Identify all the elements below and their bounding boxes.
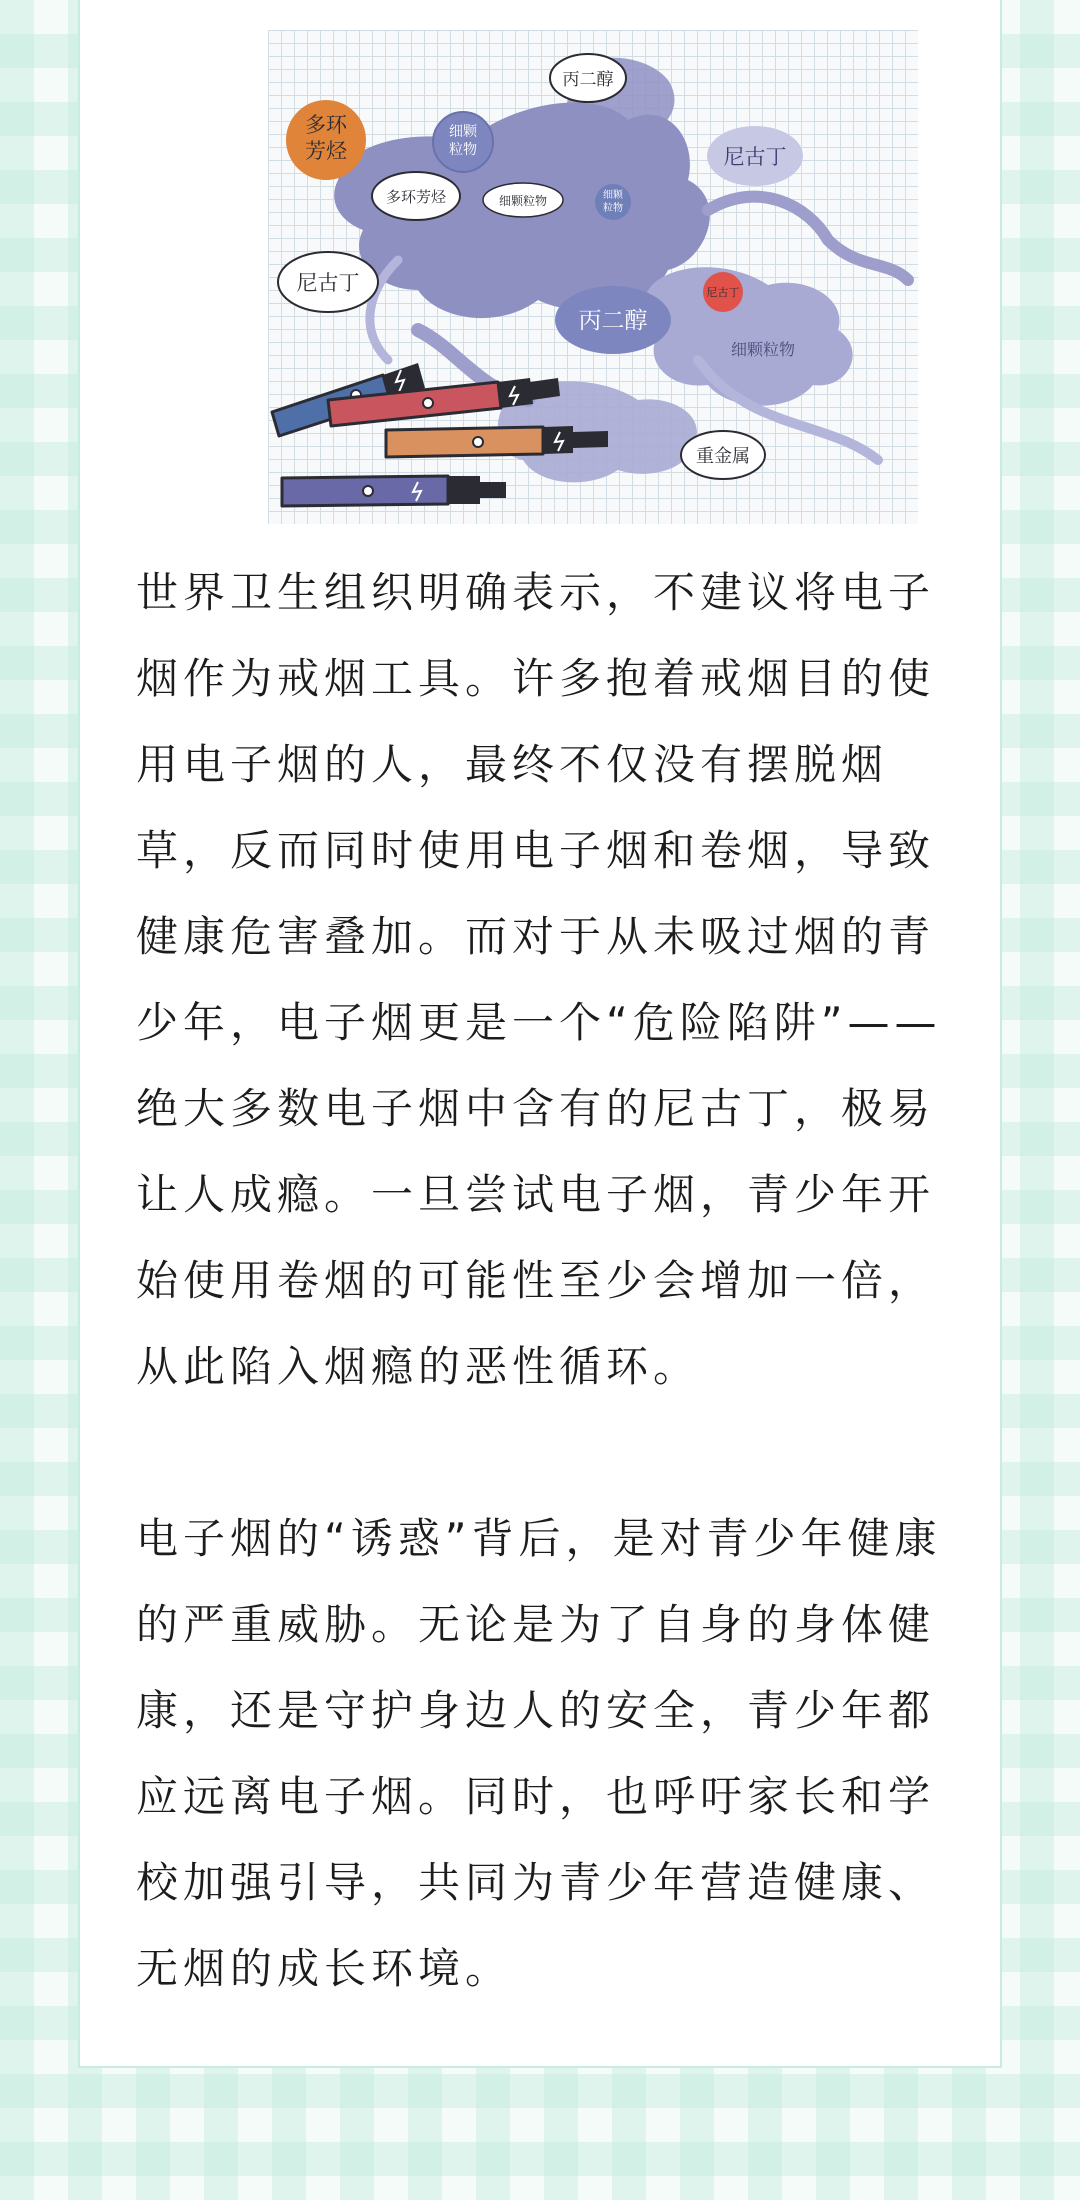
smoke-wisp-2 xyxy=(708,197,908,280)
content-card xyxy=(78,0,1002,2068)
nicotine-label-left: 尼古丁 xyxy=(296,271,360,295)
article-body xyxy=(136,550,966,2012)
article-paragraph-1: 世界卫生组织明确表示，不建议将电子烟作为戒烟工具。许多抱着戒烟目的使用电子烟的人，最终不仅没有摆脱烟草，反而同时使用电子烟和卷烟，导致健康危害叠加。而对于从未吸过烟的青少年，电子烟更是一个“危险陷阱”——绝大多数电子烟中含有的尼古丁，极易让人成瘾。一旦尝试电子烟，青少年开始使用卷烟的可能性至少会增加一倍，从此陷入烟瘾的恶性循环。 xyxy=(136,568,942,1391)
nicotine-label-red: 尼古丁 xyxy=(706,286,740,299)
smoke-diagram xyxy=(268,30,918,524)
e-cigarette-pen-purple xyxy=(282,476,506,506)
fine-particles-label-mid: 细颗粒物 xyxy=(498,194,548,208)
fine-particles-tiny-line1: 细颗 xyxy=(603,190,623,201)
pah-label-small: 多环芳烃 xyxy=(385,188,447,206)
e-cigarette-illustration xyxy=(268,30,918,524)
fine-particles-tiny-line2: 粒物 xyxy=(603,203,623,214)
smoke-cloud-right xyxy=(644,267,853,405)
nicotine-label-right: 尼古丁 xyxy=(723,145,787,169)
fine-particles-left-line2: 粒物 xyxy=(449,142,477,158)
pah-label-line1: 多环 xyxy=(305,113,347,137)
fine-particles-label-right: 细颗粒物 xyxy=(730,340,796,359)
heavy-metal-label: 重金属 xyxy=(696,446,750,467)
propylene-glycol-label-mid: 丙二醇 xyxy=(578,308,648,334)
article-paragraph-2: 电子烟的“诱惑”背后，是对青少年健康的严重威胁。无论是为了自身的身体健康，还是守护身边人的安全，青少年都应远离电子烟。同时，也呼吁家长和学校加强引导，共同为青少年营造健康、无烟的成长环境。 xyxy=(136,1514,942,1993)
fine-particles-left-line1: 细颗 xyxy=(449,124,477,140)
pah-label-line2: 芳烃 xyxy=(305,139,347,163)
propylene-glycol-label-top: 丙二醇 xyxy=(562,70,614,90)
